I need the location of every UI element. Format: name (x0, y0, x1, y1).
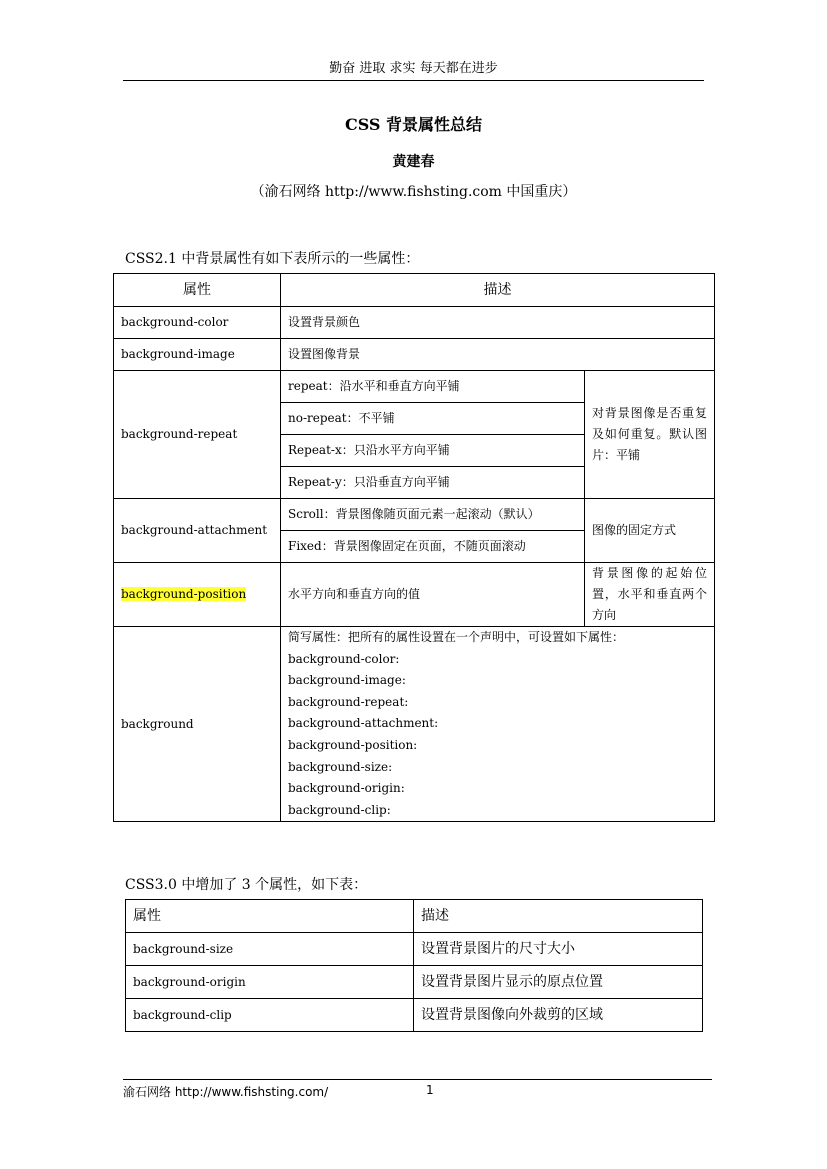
property-name: background-repeat (114, 371, 281, 499)
shorthand-intro: 简写属性：把所有的属性设置在一个声明中，可设置如下属性： (288, 630, 625, 644)
header-property: 属性 (126, 900, 414, 933)
list-item: background-clip: (288, 802, 391, 817)
author-name: 黄建春 (392, 154, 435, 170)
table-row (114, 371, 715, 403)
property-value: Repeat-y：只沿垂直方向平铺 (281, 467, 585, 499)
list-item: background-image: (288, 673, 406, 688)
property-desc: 设置背景图片显示的原点位置 (414, 966, 703, 999)
css30-intro: CSS3.0 中增加了 3 个属性，如下表： (125, 877, 368, 893)
property-name: background-image (114, 339, 281, 371)
property-desc: 水平方向和垂直方向的值 (281, 563, 585, 627)
list-item: background-origin: (288, 781, 405, 796)
table-row (114, 627, 715, 822)
table-row (126, 966, 703, 999)
property-desc: 设置图像背景 (281, 339, 715, 371)
table-row (114, 499, 715, 531)
footer-site: 渝石网络 http://www.fishsting.com/ (123, 1085, 329, 1099)
property-value: repeat：沿水平和垂直方向平铺 (281, 371, 585, 403)
css21-intro: CSS2.1 中背景属性有如下表所示的一些属性： (125, 251, 420, 267)
table-row (114, 563, 715, 627)
property-note: 背景图像的起始位置，水平和垂直两个方向 (585, 563, 715, 627)
header-description: 描述 (281, 274, 715, 307)
property-value: Repeat-x：只沿水平方向平铺 (281, 435, 585, 467)
table-row (114, 339, 715, 371)
header-description: 描述 (414, 900, 703, 933)
property-name: background (114, 627, 281, 822)
page-header: 勤奋 进取 求实 每天都在进步 (123, 58, 704, 81)
property-note: 图像的固定方式 (585, 499, 715, 563)
list-item: background-attachment: (288, 716, 439, 731)
property-name: background-size (126, 933, 414, 966)
table-row (126, 999, 703, 1032)
property-name: background-origin (126, 966, 414, 999)
list-item: background-size: (288, 759, 393, 774)
highlighted-text: background-position (121, 587, 247, 601)
css30-properties-table (125, 899, 703, 1032)
list-item: background-color: (288, 651, 400, 666)
property-desc: 设置背景图片的尺寸大小 (414, 933, 703, 966)
page-footer (123, 1079, 712, 1100)
property-value: Fixed：背景图像固定在页面，不随页面滚动 (281, 531, 585, 563)
document-title: CSS 背景属性总结 (344, 115, 483, 134)
author-affiliation: （渝石网络 http://www.fishsting.com 中国重庆） (250, 184, 577, 200)
list-item: background-position: (288, 737, 418, 752)
table-header-row (114, 274, 715, 307)
header-property: 属性 (114, 274, 281, 307)
page-number: 1 (426, 1083, 434, 1097)
table-row (126, 933, 703, 966)
property-name: background-color (114, 307, 281, 339)
property-note: 对背景图像是否重复及如何重复。默认图片：平铺 (585, 371, 715, 499)
css21-properties-table (113, 273, 715, 822)
property-name: background-attachment (114, 499, 281, 563)
list-item: background-repeat: (288, 694, 409, 709)
shorthand-description (281, 627, 715, 822)
property-desc: 设置背景颜色 (281, 307, 715, 339)
property-name: background-clip (126, 999, 414, 1032)
property-desc: 设置背景图像向外裁剪的区域 (414, 999, 703, 1032)
property-name (114, 563, 281, 627)
table-row (114, 307, 715, 339)
table-header-row (126, 900, 703, 933)
property-value: no-repeat：不平铺 (281, 403, 585, 435)
property-value: Scroll：背景图像随页面元素一起滚动（默认） (281, 499, 585, 531)
